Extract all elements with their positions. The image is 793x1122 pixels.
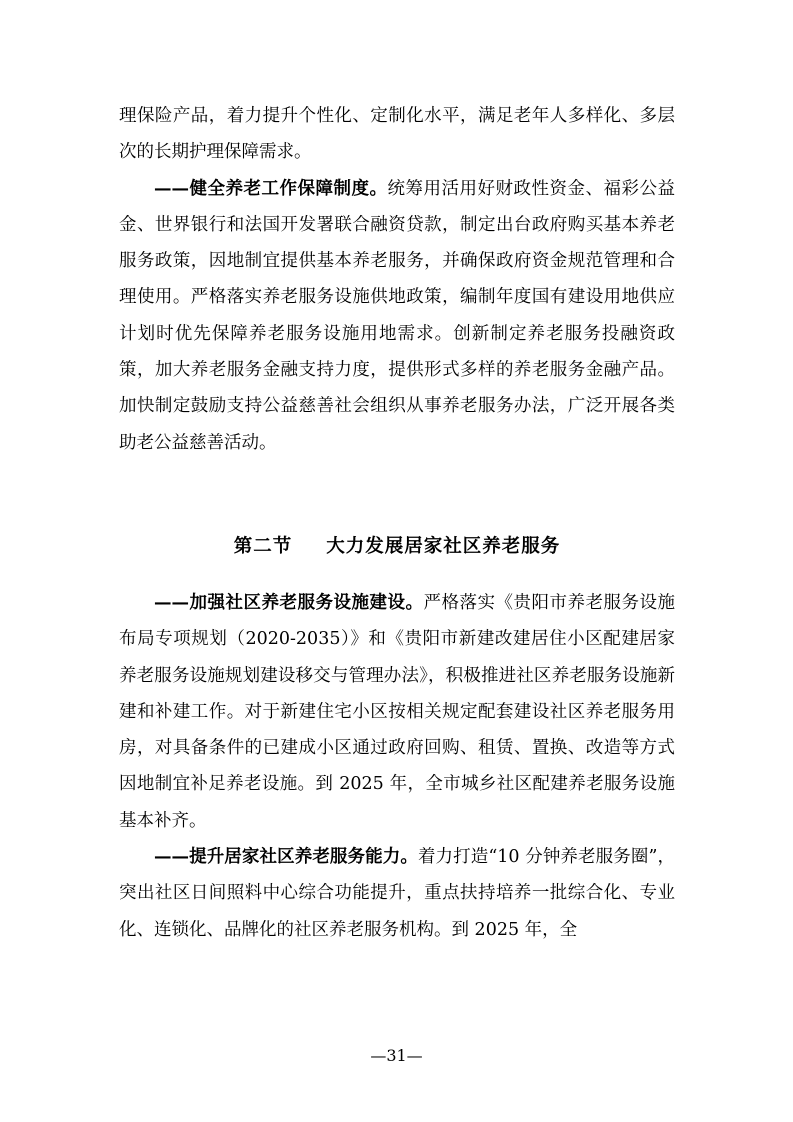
paragraph-guarantee-system: [119, 171, 675, 461]
paragraph-body: 着力打造“10 分钟养老服务圈”，突出社区日间照料中心综合功能提升，重点扶持培养一批综合化、专业化、连锁化、品牌化的社区养老服务机构。到 2025 年，全: [119, 847, 675, 940]
page-number: —31—: [370, 1046, 423, 1065]
paragraph-community-facilities: [119, 585, 675, 839]
section-number: 第二节: [233, 536, 293, 557]
paragraph-lead: ——加强社区养老服务设施建设。: [154, 593, 424, 613]
section-title: 大力发展居家社区养老服务: [326, 536, 561, 557]
paragraph-service-capacity: [119, 839, 675, 948]
paragraph-lead: ——健全养老工作保障制度。: [154, 178, 388, 199]
paragraph-lead: ——提升居家社区养老服务能力。: [154, 847, 418, 868]
paragraph-body: 严格落实《贵阳市养老服务设施布局专项规划（2020-2035）》和《贵阳市新建改建居住小区配建居家养老服务设施规划建设移交与管理办法》，积极推进社区养老服务设施新建和补建工作。对于新建住宅小区按相关规定配套建设社区养老服务用房，对具备条件的已建成小区通过政府回购、租赁、置换、改造等方式因地制宜补足养老设施。到 2025 年，全市城乡社区配建养老服务设施基本补齐。: [119, 593, 675, 831]
paragraph-body: 统筹用活用好财政性资金、福彩公益金、世界银行和法国开发署联合融资贷款，制定出台政府购买基本养老服务政策，因地制宜提供基本养老服务，并确保政府资金规范管理和合理使用。严格落实养老服务设施供地政策，编制年度国有建设用地供应计划时优先保障养老服务设施用地需求。创新制定养老服务投融资政策，加大养老服务金融支持力度，提供形式多样的养老服务金融产品。加快制定鼓励支持公益慈善社会组织从事养老服务办法，广泛开展各类助老公益慈善活动。: [119, 178, 675, 453]
section-heading: [119, 532, 675, 558]
paragraph-continuation: 理保险产品，着力提升个性化、定制化水平，满足老年人多样化、多层次的长期护理保障需求。: [119, 106, 675, 163]
text-block-bottom: [119, 585, 675, 948]
text-block-top: [119, 98, 675, 461]
